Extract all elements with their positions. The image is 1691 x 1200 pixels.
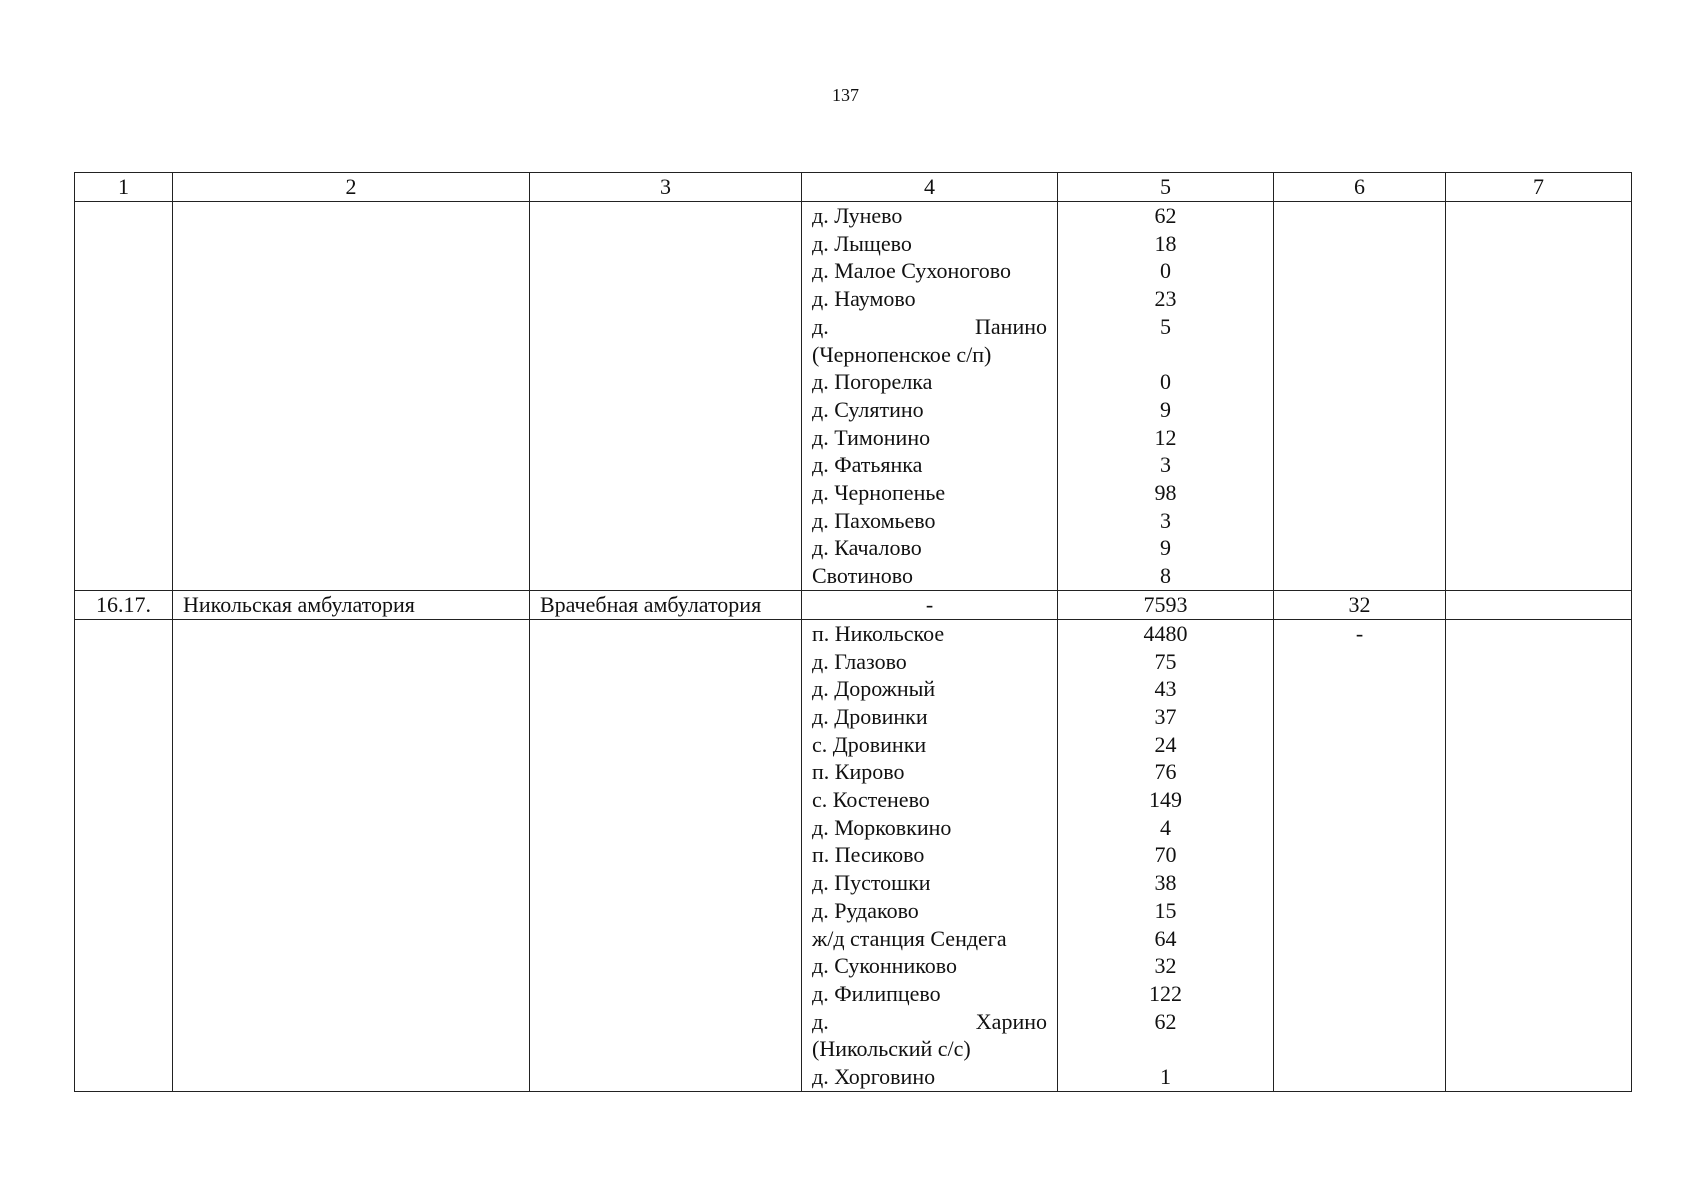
settlement-population: 15 bbox=[1154, 897, 1177, 923]
entry-sub-col7-cell bbox=[1446, 619, 1632, 1091]
settlement-name-prefix: д. bbox=[812, 1008, 829, 1034]
settlement-population: 64 bbox=[1154, 925, 1177, 951]
entry-summary-row bbox=[75, 590, 1632, 619]
settlement-population: 62 bbox=[1154, 203, 1177, 228]
settlement-population: 3 bbox=[1160, 507, 1171, 533]
settlement-population: 8 bbox=[1160, 563, 1171, 589]
header-cell-2: 2 bbox=[173, 173, 530, 202]
settlement-population: 37 bbox=[1154, 703, 1177, 729]
settlement-population: 70 bbox=[1154, 842, 1177, 868]
entry-col6-sub: - bbox=[1355, 620, 1364, 646]
settlement-name: д. Хорговино bbox=[812, 1064, 936, 1090]
entry-type: Врачебная амбулатория bbox=[530, 590, 802, 619]
settlement-population: 4 bbox=[1160, 814, 1171, 840]
settlement-population: 149 bbox=[1149, 787, 1182, 813]
settlement-name: д. Наумово bbox=[812, 286, 916, 312]
entry-population-cell bbox=[1058, 619, 1274, 1091]
settlement-name bbox=[802, 1008, 1057, 1036]
entry-col6: 32 bbox=[1274, 590, 1446, 619]
continuation-population-cell bbox=[1058, 202, 1274, 591]
entry-sub-type-cell bbox=[530, 619, 802, 1091]
settlement-name: д. Пустошки bbox=[812, 870, 931, 896]
settlement-population: 0 bbox=[1160, 369, 1171, 395]
settlement-population: 5 bbox=[1160, 313, 1171, 339]
settlement-population: 76 bbox=[1154, 759, 1177, 785]
settlement-name: д. Лунево bbox=[812, 203, 903, 228]
settlement-name: д. Тимонино bbox=[812, 424, 931, 450]
settlement-name-main: Панино bbox=[975, 313, 1047, 339]
document-table bbox=[74, 172, 1632, 1092]
settlement-name: д. Сулятино bbox=[812, 396, 924, 422]
entry-col7 bbox=[1446, 590, 1632, 619]
settlement-name: д. Пахомьево bbox=[812, 507, 936, 533]
settlement-name-prefix: д. bbox=[812, 313, 829, 339]
settlement-population: 18 bbox=[1154, 230, 1177, 256]
settlement-name: д. Лыщево bbox=[812, 230, 912, 256]
continuation-settlements-cell bbox=[802, 202, 1058, 591]
settlement-name: д. Фатьянка bbox=[812, 452, 923, 478]
settlement-name: д. Чернопенье bbox=[812, 480, 946, 506]
settlement-name: д. Филипцево bbox=[812, 980, 941, 1006]
header-cell-5: 5 bbox=[1058, 173, 1274, 202]
settlement-population: 9 bbox=[1160, 535, 1171, 561]
population-spacer bbox=[1058, 341, 1273, 369]
settlement-name: д. Дорожный bbox=[812, 676, 936, 702]
page-number: 137 bbox=[832, 85, 859, 105]
settlement-name: д. Погорелка bbox=[812, 369, 933, 395]
settlement-population: 0 bbox=[1160, 258, 1171, 284]
continuation-row bbox=[75, 202, 1632, 591]
settlement-name: ж/д станция Сендега bbox=[812, 925, 1007, 951]
settlement-name: Свотиново bbox=[812, 563, 914, 589]
settlement-name: п. Кирово bbox=[812, 759, 905, 785]
settlement-name-qualifier: (Чернопенское с/п) bbox=[812, 341, 992, 367]
header-cell-3: 3 bbox=[530, 173, 802, 202]
settlement-name: п. Песиково bbox=[812, 842, 925, 868]
continuation-number-cell bbox=[75, 202, 173, 591]
settlement-population: 9 bbox=[1160, 396, 1171, 422]
settlement-name-qualifier: (Никольский с/с) bbox=[812, 1036, 971, 1062]
continuation-name-cell bbox=[173, 202, 530, 591]
settlement-population: 43 bbox=[1154, 676, 1177, 702]
entry-settlements-row bbox=[75, 619, 1632, 1091]
settlement-name: д. Морковкино bbox=[812, 814, 952, 840]
entry-sub-name-cell bbox=[173, 619, 530, 1091]
settlement-name: д. Суконниково bbox=[812, 953, 958, 979]
settlement-population: 3 bbox=[1160, 452, 1171, 478]
settlement-name: с. Дровинки bbox=[812, 731, 927, 757]
table-header-row bbox=[75, 173, 1632, 202]
settlement-name: с. Костенево bbox=[812, 787, 930, 813]
header-cell-1: 1 bbox=[75, 173, 173, 202]
settlement-name: п. Никольское bbox=[812, 620, 945, 646]
settlement-population: 1 bbox=[1160, 1064, 1171, 1090]
entry-sub-number-cell bbox=[75, 619, 173, 1091]
settlement-population: 32 bbox=[1154, 953, 1177, 979]
settlement-population: 75 bbox=[1154, 648, 1177, 674]
settlement-population: 38 bbox=[1154, 870, 1177, 896]
settlement-name: д. Малое Сухоногово bbox=[812, 258, 1011, 284]
entry-col4: - bbox=[802, 590, 1058, 619]
header-cell-6: 6 bbox=[1274, 173, 1446, 202]
settlement-population: 12 bbox=[1154, 424, 1177, 450]
settlement-name-main: Харино bbox=[975, 1008, 1047, 1034]
entry-total-population: 7593 bbox=[1058, 590, 1274, 619]
settlement-population: 62 bbox=[1154, 1008, 1177, 1034]
continuation-type-cell bbox=[530, 202, 802, 591]
entry-settlements-cell bbox=[802, 619, 1058, 1091]
continuation-col7-cell bbox=[1446, 202, 1632, 591]
settlement-population: 122 bbox=[1149, 980, 1182, 1006]
settlement-population: 23 bbox=[1154, 286, 1177, 312]
settlement-name: д. Дровинки bbox=[812, 703, 928, 729]
continuation-col6-cell bbox=[1274, 202, 1446, 591]
population-spacer bbox=[1058, 1035, 1273, 1063]
header-cell-7: 7 bbox=[1446, 173, 1632, 202]
settlement-name: д. Рудаково bbox=[812, 897, 919, 923]
settlement-name bbox=[802, 313, 1057, 341]
settlement-population: 98 bbox=[1154, 480, 1177, 506]
settlement-name: д. Качалово bbox=[812, 535, 922, 561]
settlement-population: 24 bbox=[1154, 731, 1177, 757]
settlement-name: д. Глазово bbox=[812, 648, 907, 674]
entry-number: 16.17. bbox=[75, 590, 173, 619]
settlement-population: 4480 bbox=[1143, 620, 1188, 646]
entry-name: Никольская амбулатория bbox=[173, 590, 530, 619]
header-cell-4: 4 bbox=[802, 173, 1058, 202]
entry-sub-col6-cell bbox=[1274, 619, 1446, 1091]
